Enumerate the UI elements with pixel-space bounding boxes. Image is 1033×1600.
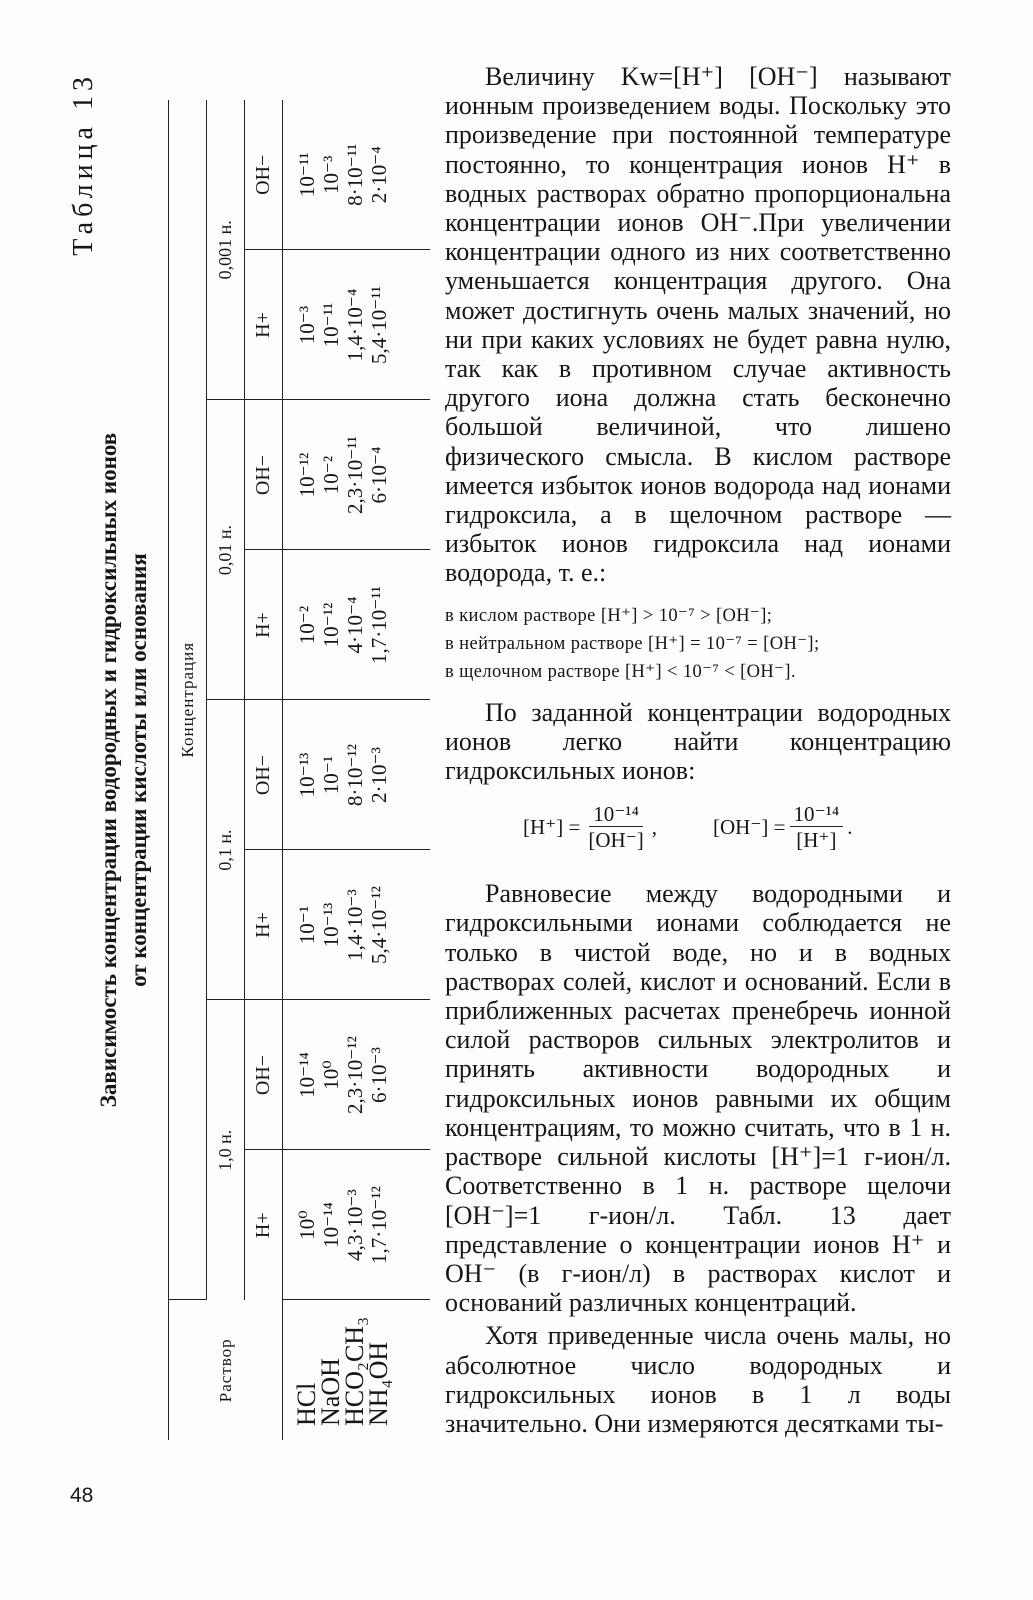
- value-cell: [283, 700, 431, 850]
- value-cell: [283, 550, 431, 700]
- header-conc-2: 0,1 н.: [207, 700, 245, 1000]
- table-value: 5,4·10⁻¹²: [367, 886, 391, 964]
- inequality-acidic: в кислом растворе [H⁺] > 10⁻⁷ > [OH⁻];: [445, 605, 773, 626]
- paragraph-absolute-number: Хотя приведенные числа очень малы, но абсолютное число водородных и гидроксильных ионов в 1 л воды значительно. Они измеряются десятками ты-: [445, 1321, 951, 1438]
- table-value: 8·10⁻¹¹: [343, 143, 367, 206]
- formula-1-numerator: 10⁻¹⁴: [589, 802, 643, 827]
- solution-name: NH₄OH: [364, 1341, 393, 1426]
- header-ion: OH−: [245, 400, 283, 550]
- formula-2-lhs: [OH⁻] =: [713, 814, 786, 839]
- header-ion: OH−: [245, 700, 283, 850]
- text-column: [445, 62, 951, 1438]
- header-solution: Раствор: [169, 1300, 283, 1440]
- table-value: 10⁻¹¹: [319, 302, 343, 348]
- table-value: 10⁻¹²: [319, 602, 343, 648]
- solution-names-cell: [283, 1300, 431, 1440]
- table-value: 10⁻¹: [319, 755, 343, 795]
- value-cell: [283, 250, 431, 400]
- table-value: 4·10⁻⁴: [343, 596, 367, 654]
- table-value: 1,4·10⁻³: [343, 889, 367, 961]
- formula-1-denominator: [OH⁻]: [588, 827, 644, 852]
- table-value: 1,7·10⁻¹²: [367, 1186, 391, 1264]
- table-caption-line-2: от концентрации кислоты или основания: [126, 553, 151, 987]
- header-ion: OH−: [245, 1000, 283, 1150]
- inequality-alkaline: в щелочном растворе [H⁺] < 10⁻⁷ < [OH⁻].: [445, 661, 796, 682]
- header-ion: H+: [252, 1212, 274, 1239]
- table-caption: [94, 80, 154, 1460]
- header-ion: H+: [245, 850, 283, 1000]
- formula-block: [445, 801, 951, 853]
- table-value: 4,3·10⁻³: [343, 1189, 367, 1261]
- formula-hydroxyl: [713, 801, 852, 853]
- table-value: 10⁻³: [319, 155, 343, 194]
- value-cell: [283, 1000, 431, 1150]
- table-value: 10⁰: [319, 1060, 343, 1090]
- formula-end: .: [847, 814, 853, 839]
- paragraph-ionic-product: Величину Kw=[H⁺] [OH⁻] называют ионным произведением воды. Поскольку это произведение при постоянной температуре постоянно, то концентрация ионов H⁺ в водных растворах обратно пропорциональна концентрации ионов OH⁻.При увеличении концентрации одного из них соответственно уменьшается концентрация другого. Она может достигнуть очень малых значений, но ни при каких условиях не будет равна нулю, так как в противном случае активность другого иона должна стать бесконечно большой величиной, что лишено физического смысла. В кислом растворе имеется избыток ионов водорода над ионами гидроксила, а в щелочном растворе — избыток ионов гидроксила над ионами водорода, т. е.:: [445, 62, 951, 588]
- table-value: 10⁰: [295, 1210, 319, 1240]
- table-value: 10⁻¹¹: [295, 152, 319, 198]
- table-value: 6·10⁻⁴: [367, 446, 391, 504]
- formula-2-fraction: [790, 802, 844, 853]
- header-ion: OH−: [245, 100, 283, 250]
- rotated-table-content: [60, 60, 430, 1480]
- table-label: Таблица 13: [68, 72, 99, 256]
- rotated-table-area: [60, 60, 430, 1480]
- formula-2-denominator: [H⁺]: [796, 827, 837, 852]
- table-value: 2,3·10⁻¹¹: [343, 436, 367, 514]
- concentration-table: [168, 100, 430, 1440]
- header-conc-1: 1,0 н.: [207, 1000, 245, 1300]
- table-value: 10⁻²: [295, 605, 319, 645]
- table-value: 8·10⁻¹²: [343, 743, 367, 807]
- paragraph-find-concentration: По заданной концентрации водородных ионов легко найти концентрацию гидроксильных ионов:: [445, 697, 951, 786]
- header-conc-3: 0,01 н.: [207, 400, 245, 700]
- solution-name: HCO₂CH₃: [340, 1316, 369, 1426]
- table-value: 1,7·10⁻¹¹: [367, 586, 391, 664]
- table-value: 10⁻¹³: [319, 902, 343, 948]
- header-conc-4: 0,001 н.: [207, 100, 245, 400]
- value-cell: [283, 400, 431, 550]
- inequality-neutral: в нейтральном растворе [H⁺] = 10⁻⁷ = [OH⁻];: [445, 633, 820, 654]
- formula-1-fraction: [584, 802, 647, 853]
- header-ion: H+: [245, 250, 283, 400]
- table-caption-line-1: Зависимость концентрации водородных и гидроксильных ионов: [96, 432, 121, 1108]
- formula-separator: ,: [651, 814, 657, 839]
- paragraph-equilibrium: Равновесие между водородными и гидроксильными ионами соблюдается не только в чистой воде, но и в водных растворах солей, кислот и оснований. Если в приближенных расчетах пренебречь ионной силой растворов сильных электролитов и принять активности водородных и гидроксильных ионов равными их общим концентрациям, то можно считать, что в 1 н. растворе сильной кислоты [H⁺]=1 г-ион/л. Соответственно в 1 н. растворе щелочи [OH⁻]=1 г-ион/л. Табл. 13 дает представление о концентрации ионов H⁺ и OH⁻ (в г-ион/л) в растворах кислот и оснований различных концентраций.: [445, 879, 951, 1318]
- inequalities-block: [445, 602, 951, 686]
- header-ion: H+: [245, 550, 283, 700]
- table-value: 6·10⁻³: [367, 1047, 391, 1103]
- table-value: 5,4·10⁻¹¹: [367, 286, 391, 364]
- value-cell: [283, 100, 431, 250]
- value-cell: [283, 850, 431, 1000]
- table-value: 10⁻¹: [295, 905, 319, 945]
- formula-1-lhs: [H⁺] =: [523, 814, 581, 839]
- formula-2-numerator: 10⁻¹⁴: [790, 802, 844, 827]
- table-value: 10⁻¹²: [295, 452, 319, 498]
- table-value: 10⁻¹⁴: [319, 1202, 343, 1248]
- value-cell: [283, 1150, 431, 1300]
- table-value: 2·10⁻⁴: [367, 146, 391, 204]
- table-value: 10⁻¹⁴: [295, 1052, 319, 1098]
- table-value: 2·10⁻³: [367, 747, 391, 803]
- table-value: 10⁻³: [295, 305, 319, 345]
- header-concentration: Концентрация: [169, 100, 207, 1300]
- table-value: 10⁻²: [319, 455, 343, 495]
- formula-hydrogen: [523, 801, 657, 853]
- table-value: 1,4·10⁻⁴: [343, 288, 367, 362]
- page-number: 48: [70, 1484, 94, 1507]
- table-value: 2,3·10⁻¹²: [343, 1036, 367, 1114]
- solution-name: NaOH: [316, 1358, 345, 1426]
- solution-name: HCl: [292, 1382, 321, 1426]
- table-value: 10⁻¹³: [295, 752, 319, 798]
